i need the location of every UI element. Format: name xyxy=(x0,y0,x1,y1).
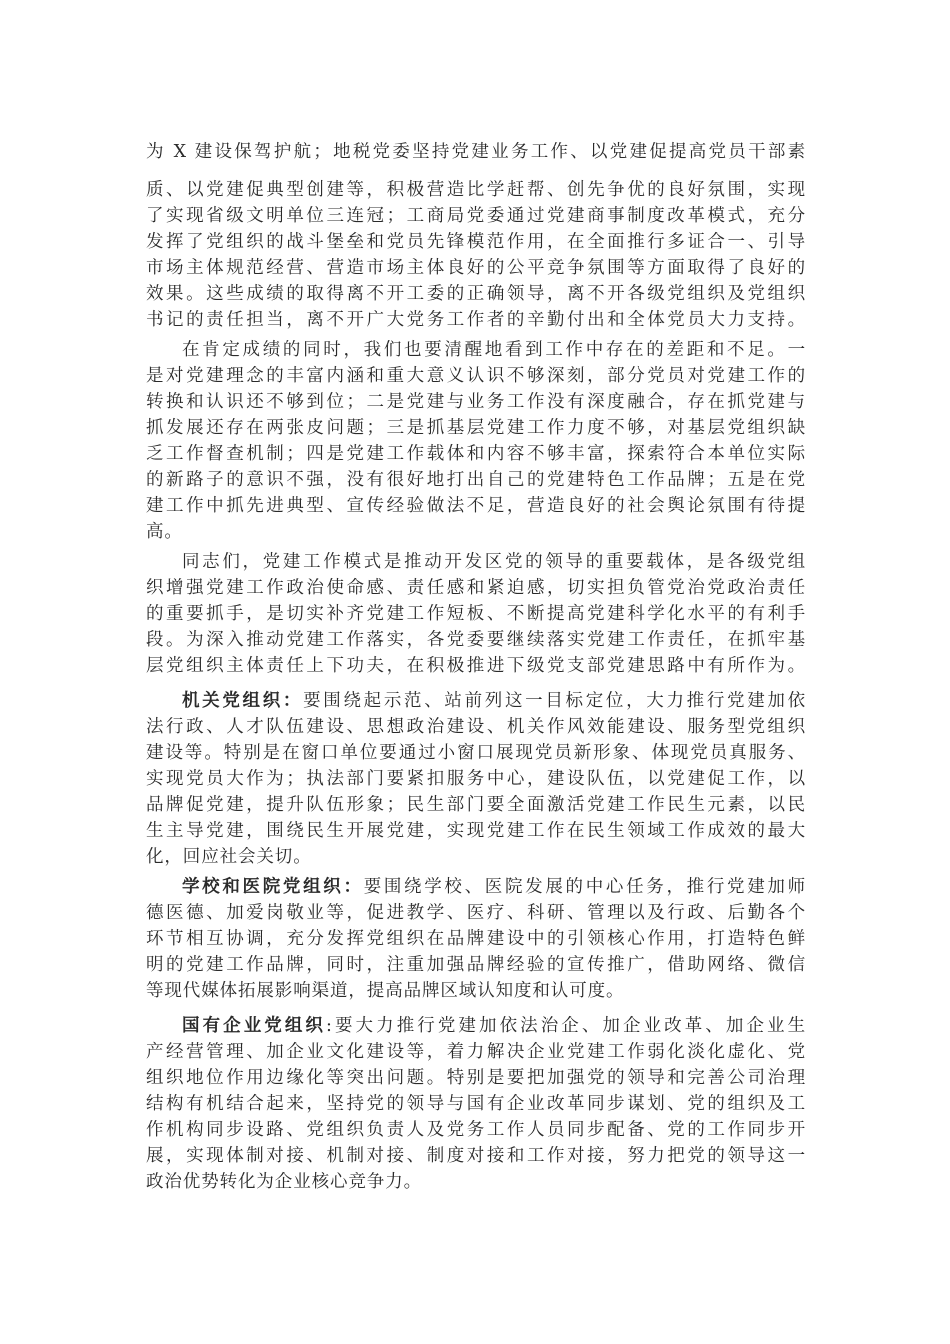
paragraph-1 xyxy=(146,139,806,165)
paragraph-line-text: 要围绕学校、医院发展的中心任务，推行党建加师 xyxy=(363,877,806,897)
paragraph-line: 建设等。特别是在窗口单位要通过小窗口展现党员新形象、体现党员真服务、 xyxy=(146,743,806,763)
paragraph-line: 展，实现体制对接、机制对接、制度对接和工作对接，努力把党的领导这一 xyxy=(146,1146,806,1166)
paragraph-line: 明的党建工作品牌，同时，注重加强品牌经验的宣传推广，借助网络、微信 xyxy=(146,955,806,975)
paragraph-line: 环节相互协调，充分发挥党组织在品牌建设中的引领核心作用，打造特色鲜 xyxy=(146,929,806,949)
paragraph-line: 段。为深入推动党建工作落实，各党委要继续落实党建工作责任，在抓牢基 xyxy=(146,630,806,650)
paragraph-line: 市场主体规范经营、营造市场主体良好的公平竞争氛围等方面取得了良好的 xyxy=(146,258,806,278)
paragraph-line: 书记的责任担当，离不开广大党务工作者的辛勤付出和全体党员大力支持。 xyxy=(146,310,806,330)
paragraph-5 xyxy=(146,688,806,870)
paragraph-line: 生主导党建，围绕民生开展党建，实现党建工作在民生领域工作成效的最大 xyxy=(146,821,806,841)
paragraph-line: 组织地位作用边缘化等突出问题。特别是要把加强党的领导和完善公司治理 xyxy=(146,1068,806,1088)
paragraph-6 xyxy=(146,874,806,1004)
paragraph-line: 建工作中抓先进典型、宣传经验做法不足，营造良好的社会舆论氛围有待提 xyxy=(146,496,806,516)
paragraph-line: 的重要抓手，是切实补齐党建工作短板、不断提高党建科学化水平的有利手 xyxy=(146,604,806,624)
paragraph-4 xyxy=(146,549,806,679)
section-heading: 机关党组织： xyxy=(182,691,304,711)
paragraph-line: 效果。这些成绩的取得离不开工委的正确领导，离不开各级党组织及党组织 xyxy=(146,284,806,304)
paragraph-line: 等现代媒体拓展影响渠道，提高品牌区域认知度和认可度。 xyxy=(146,981,625,1001)
paragraph-2 xyxy=(146,177,806,333)
paragraph-line-text: 要围绕起示范、站前列这一目标定位，大力推行党建加依 xyxy=(303,691,806,711)
paragraph-line: 了实现省级文明单位三连冠；工商局党委通过党建商事制度改革模式，充分 xyxy=(146,206,806,226)
paragraph-line: 品牌促党建，提升队伍形象；民生部门要全面激活党建工作民生元素，以民 xyxy=(146,795,806,815)
paragraph-line: 层党组织主体责任上下功夫，在积极推进下级党支部党建思路中有所作为。 xyxy=(146,656,806,676)
paragraph-line: 化，回应社会关切。 xyxy=(146,847,312,867)
paragraph-line: 政治优势转化为企业核心竞争力。 xyxy=(146,1172,422,1192)
paragraph-line: 织增强党建工作政治使命感、责任感和紧迫感，切实担负管党治党政治责任 xyxy=(146,578,806,598)
paragraph-line: 质、以党建促典型创建等，积极营造比学赶帮、创先争优的良好氛围，实现 xyxy=(146,180,806,200)
paragraph-line: 的新路子的意识不强，没有很好地打出自己的党建特色工作品牌；五是在党 xyxy=(146,470,806,490)
paragraph-line: 结构有机结合起来，坚持党的领导与国有企业改革同步谋划、党的组织及工 xyxy=(146,1094,806,1114)
paragraph-line xyxy=(146,688,806,714)
paragraph-line: 是对党建理念的丰富内涵和重大意义认识不够深刻，部分党员对党建工作的 xyxy=(146,366,806,386)
paragraph-3 xyxy=(146,337,806,545)
paragraph-line xyxy=(146,874,806,900)
paragraph-line: 在肯定成绩的同时，我们也要清醒地看到工作中存在的差距和不足。一 xyxy=(182,340,806,360)
paragraph-line xyxy=(146,1013,806,1039)
paragraph-line: 同志们，党建工作模式是推动开发区党的领导的重要载体，是各级党组 xyxy=(182,552,806,572)
section-heading: 国有企业党组织 xyxy=(182,1016,327,1036)
paragraph-line: 乏工作督查机制；四是党建工作载体和内容不够丰富，探索符合本单位实际 xyxy=(146,444,806,464)
paragraph-line: 法行政、人才队伍建设、思想政治建设、机关作风效能建设、服务型党组织 xyxy=(146,717,806,737)
paragraph-line: 德医德、加爱岗敬业等，促进教学、医疗、科研、管理以及行政、后勤各个 xyxy=(146,903,806,923)
paragraph-line: 发挥了党组织的战斗堡垒和党员先锋模范作用，在全面推行多证合一、引导 xyxy=(146,232,806,252)
paragraph-line: 作机构同步设路、党组织负责人及党务工作人员同步配备、党的工作同步开 xyxy=(146,1120,806,1140)
paragraph-line: 产经营管理、加企业文化建设等，着力解决企业党建工作弱化淡化虚化、党 xyxy=(146,1042,806,1062)
paragraph-line: 抓发展还存在两张皮问题；三是抓基层党建工作力度不够，对基层党组织缺 xyxy=(146,418,806,438)
paragraph-line: 高。 xyxy=(146,522,183,542)
paragraph-line: 为 X 建设保驾护航；地税党委坚持党建业务工作、以党建促提高党员干部素 xyxy=(146,142,806,162)
paragraph-line: 转换和认识还不够到位；二是党建与业务工作没有深度融合，存在抓党建与 xyxy=(146,392,806,412)
paragraph-line: 实现党员大作为；执法部门要紧扣服务中心，建设队伍，以党建促工作，以 xyxy=(146,769,806,789)
section-heading: 学校和医院党组织： xyxy=(182,877,364,897)
paragraph-line-text: :要大力推行党建加依法治企、加企业改革、加企业生 xyxy=(326,1016,806,1036)
paragraph-7 xyxy=(146,1013,806,1195)
